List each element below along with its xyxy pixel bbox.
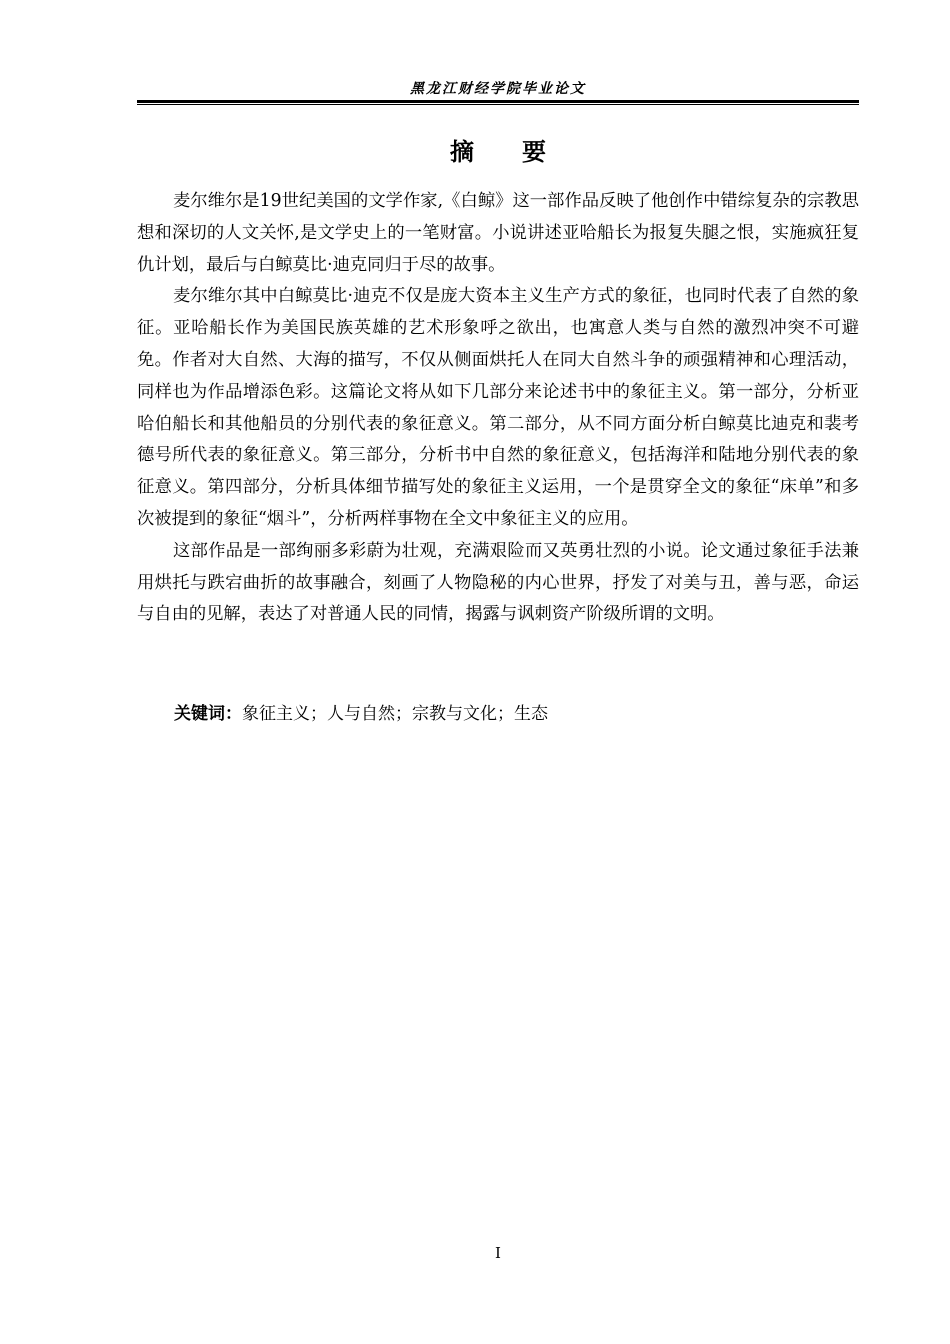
page-number: I: [495, 1244, 501, 1262]
running-header-title: 黑龙江财经学院毕业论文: [410, 81, 586, 97]
abstract-paragraph-3: 这部作品是一部绚丽多彩蔚为壮观，充满艰险而又英勇壮烈的小说。论文通过象征手法兼用烘托与跌宕曲折的故事融合，刻画了人物隐秘的内心世界，抒发了对美与丑，善与恶，命运与自由的见解，表达了对普通人民的同情，揭露与讽刺资产阶级所谓的文明。: [137, 540, 859, 625]
header-rule-thick: [137, 100, 859, 103]
keywords-label: 关键词：: [174, 704, 242, 724]
abstract-paragraph-1: 麦尔维尔是19世纪美国的文学作家,《白鲸》这一部作品反映了他创作中错综复杂的宗教思想和深切的人文关怀,是文学史上的一笔财富。小说讲述亚哈船长为报复失腿之恨，实施疯狂复仇计划，最后与白鲸莫比·迪克同归于尽的故事。: [137, 191, 859, 275]
keywords-text: 象征主义；人与自然；宗教与文化；生态: [242, 704, 548, 724]
abstract-paragraph-2: 麦尔维尔其中白鲸莫比·迪克不仅是庞大资本主义生产方式的象征，也同时代表了自然的象征。亚哈船长作为美国民族英雄的艺术形象呼之欲出，也寓意人类与自然的激烈冲突不可避免。作者对大自然、大海的描写，不仅从侧面烘托人在同大自然斗争的顽强精神和心理活动，同样也为作品增添色彩。这篇论文将从如下几部分来论述书中的象征主义。第一部分，分析亚哈伯船长和其他船员的分别代表的象征意义。第二部分，从不同方面分析白鲸莫比迪克和裴考德号所代表的象征意义。第三部分，分析书中自然的象征意义，包括海洋和陆地分别代表的象征意义。第四部分，分析具体细节描写处的象征主义运用，一个是贯穿全文的象征“床单”和多次被提到的象征“烟斗”，分析两样事物在全文中象征主义的应用。: [137, 286, 859, 529]
header-rule-thin: [137, 104, 859, 105]
abstract-heading: 摘 要: [450, 138, 546, 166]
keywords-line: [174, 700, 548, 728]
abstract-body: [137, 186, 859, 631]
